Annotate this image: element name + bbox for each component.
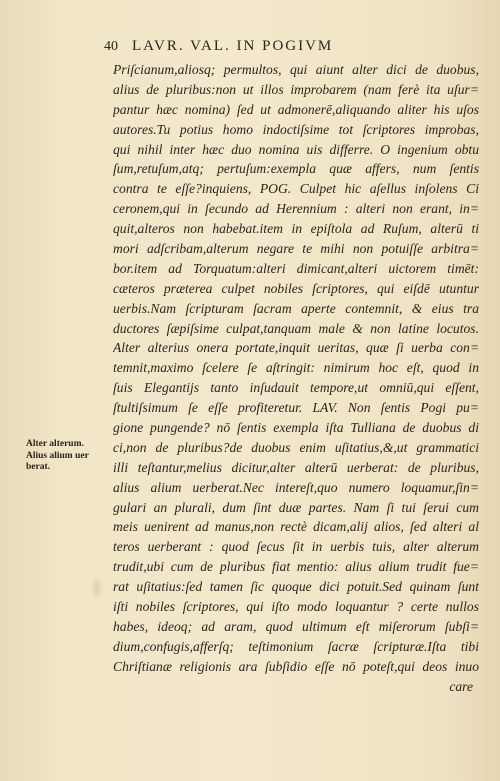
- text-line: habes, ideoq; ad aram, quod ultimum eſt miſerorum ſubſi=: [113, 618, 479, 634]
- text-line: autores.Tu potius homo indoctiſsime tot ſcriptores improbas,: [113, 121, 479, 137]
- text-line: iſti nobiles ſcriptores, qui iſto modo loquantur ? certe nullos: [113, 599, 479, 615]
- text-line: gione pungende? nō ſentis exempla iſta Tulliana de duobus di: [113, 420, 479, 436]
- text-line: quit,alteros non habebat.item in epiſtola ad Ruſum, alterū ti: [113, 221, 479, 237]
- text-line: rat uſitatius:ſed tamen ſic quoque dici potuit.Sed quinam ſunt: [113, 579, 479, 595]
- body-text: [113, 60, 479, 697]
- running-title: LAVR. VAL. IN POGIVM: [132, 38, 334, 54]
- text-line: ci,non de pluribus?de duobus enim uſitatius,&,ut grammatici: [113, 439, 479, 455]
- text-line: gulari an plurali, dum ſint duæ partes. Nam ſi tui ſerui cum: [113, 499, 479, 515]
- text-line: cæteros præterea culpet nobiles ſcriptores, qui eiſdē utuntur: [113, 280, 479, 296]
- text-line: alius de pluribus:non ut illos improbarem (nam ferè ita uſur=: [113, 81, 479, 97]
- catchword: care: [449, 678, 473, 694]
- page-header: [104, 38, 464, 58]
- text-line: mori adſcribam,alterum negare te mihi non potuiſſe arbitra=: [113, 241, 479, 257]
- marginal-note-line: Alter alterum.: [26, 439, 84, 449]
- text-line: uerbis.Nam ſcripturam ſacram aperte contemnit, & eius tra: [113, 300, 479, 316]
- paper-stain: [90, 575, 104, 601]
- page-number: 40: [104, 39, 118, 54]
- text-line: Priſcianum,aliosq; permultos, qui aiunt alter dici de duobus,: [113, 62, 479, 77]
- text-line: alius alium uerberat.Nec intereſt,quo numero loquamur,ſin=: [113, 479, 479, 495]
- text-line: illi teſtantur,melius dicitur,alter alterū uerberat: de pluribus,: [113, 459, 479, 475]
- text-line: ſtultiſsimum ſe eſſe profiteretur. LAV. Non ſentis Pogi pu=: [113, 400, 479, 416]
- text-line: ceronem,qui in ſecundo ad Herennium : alteri non erant, in=: [113, 201, 479, 217]
- text-line: bor.item ad Torquatum:alteri dimicant,alteri uictorem timēt:: [113, 260, 479, 276]
- marginal-note: [26, 439, 112, 474]
- text-line: trudit,ubi cum de pluribus fiat mentio: alius alium trudit fue=: [113, 559, 479, 575]
- text-line: ſum,retuſum,atq; pertuſum:exempla quæ affers, num ſentis: [113, 161, 479, 177]
- text-line: pantur hæc nomina) ſed ut admonerē,aliquando aliter his uſos: [113, 101, 479, 117]
- text-line: meis uenirent ad manus,non rectè dicam,alij alios, ſed alteri al: [113, 519, 479, 535]
- marginal-note-line: berat.: [26, 462, 51, 472]
- text-line: teros uerberant : quod ſecus ſit in uerbis tuis, alter alterum: [113, 539, 479, 555]
- text-line: qui nihil inter hæc duo nomina uis differre. O ingenium obtu: [113, 141, 479, 157]
- marginal-note-line: Alius alium uer: [26, 450, 89, 461]
- text-line: temnit,maximo ſcelere ſe aſtringit: nimirum hoc eſt, quod in: [113, 360, 479, 376]
- text-line: Alter alterius onera portate,inquit ueritas, quæ ſi uerba con=: [113, 340, 479, 356]
- text-line: Chriſtianæ religionis ara ſubſidio eſſe nō poteſt,qui deos inuo: [113, 658, 479, 674]
- text-line: contra te eſſe?inquiens, POG. Culpet hic aſellus inſolens Ci: [113, 181, 479, 197]
- text-line: dium,confugis,afferſq; teſtimonium ſacræ ſcripturæ.Iſta tibi: [113, 638, 479, 654]
- text-line: ductores ſæpiſsime culpat,tanquam male & non latine locutos.: [113, 320, 479, 336]
- text-line: ſuis Elegantijs tanto inſudauit tempore,ut omniū,qui eſſent,: [113, 380, 479, 396]
